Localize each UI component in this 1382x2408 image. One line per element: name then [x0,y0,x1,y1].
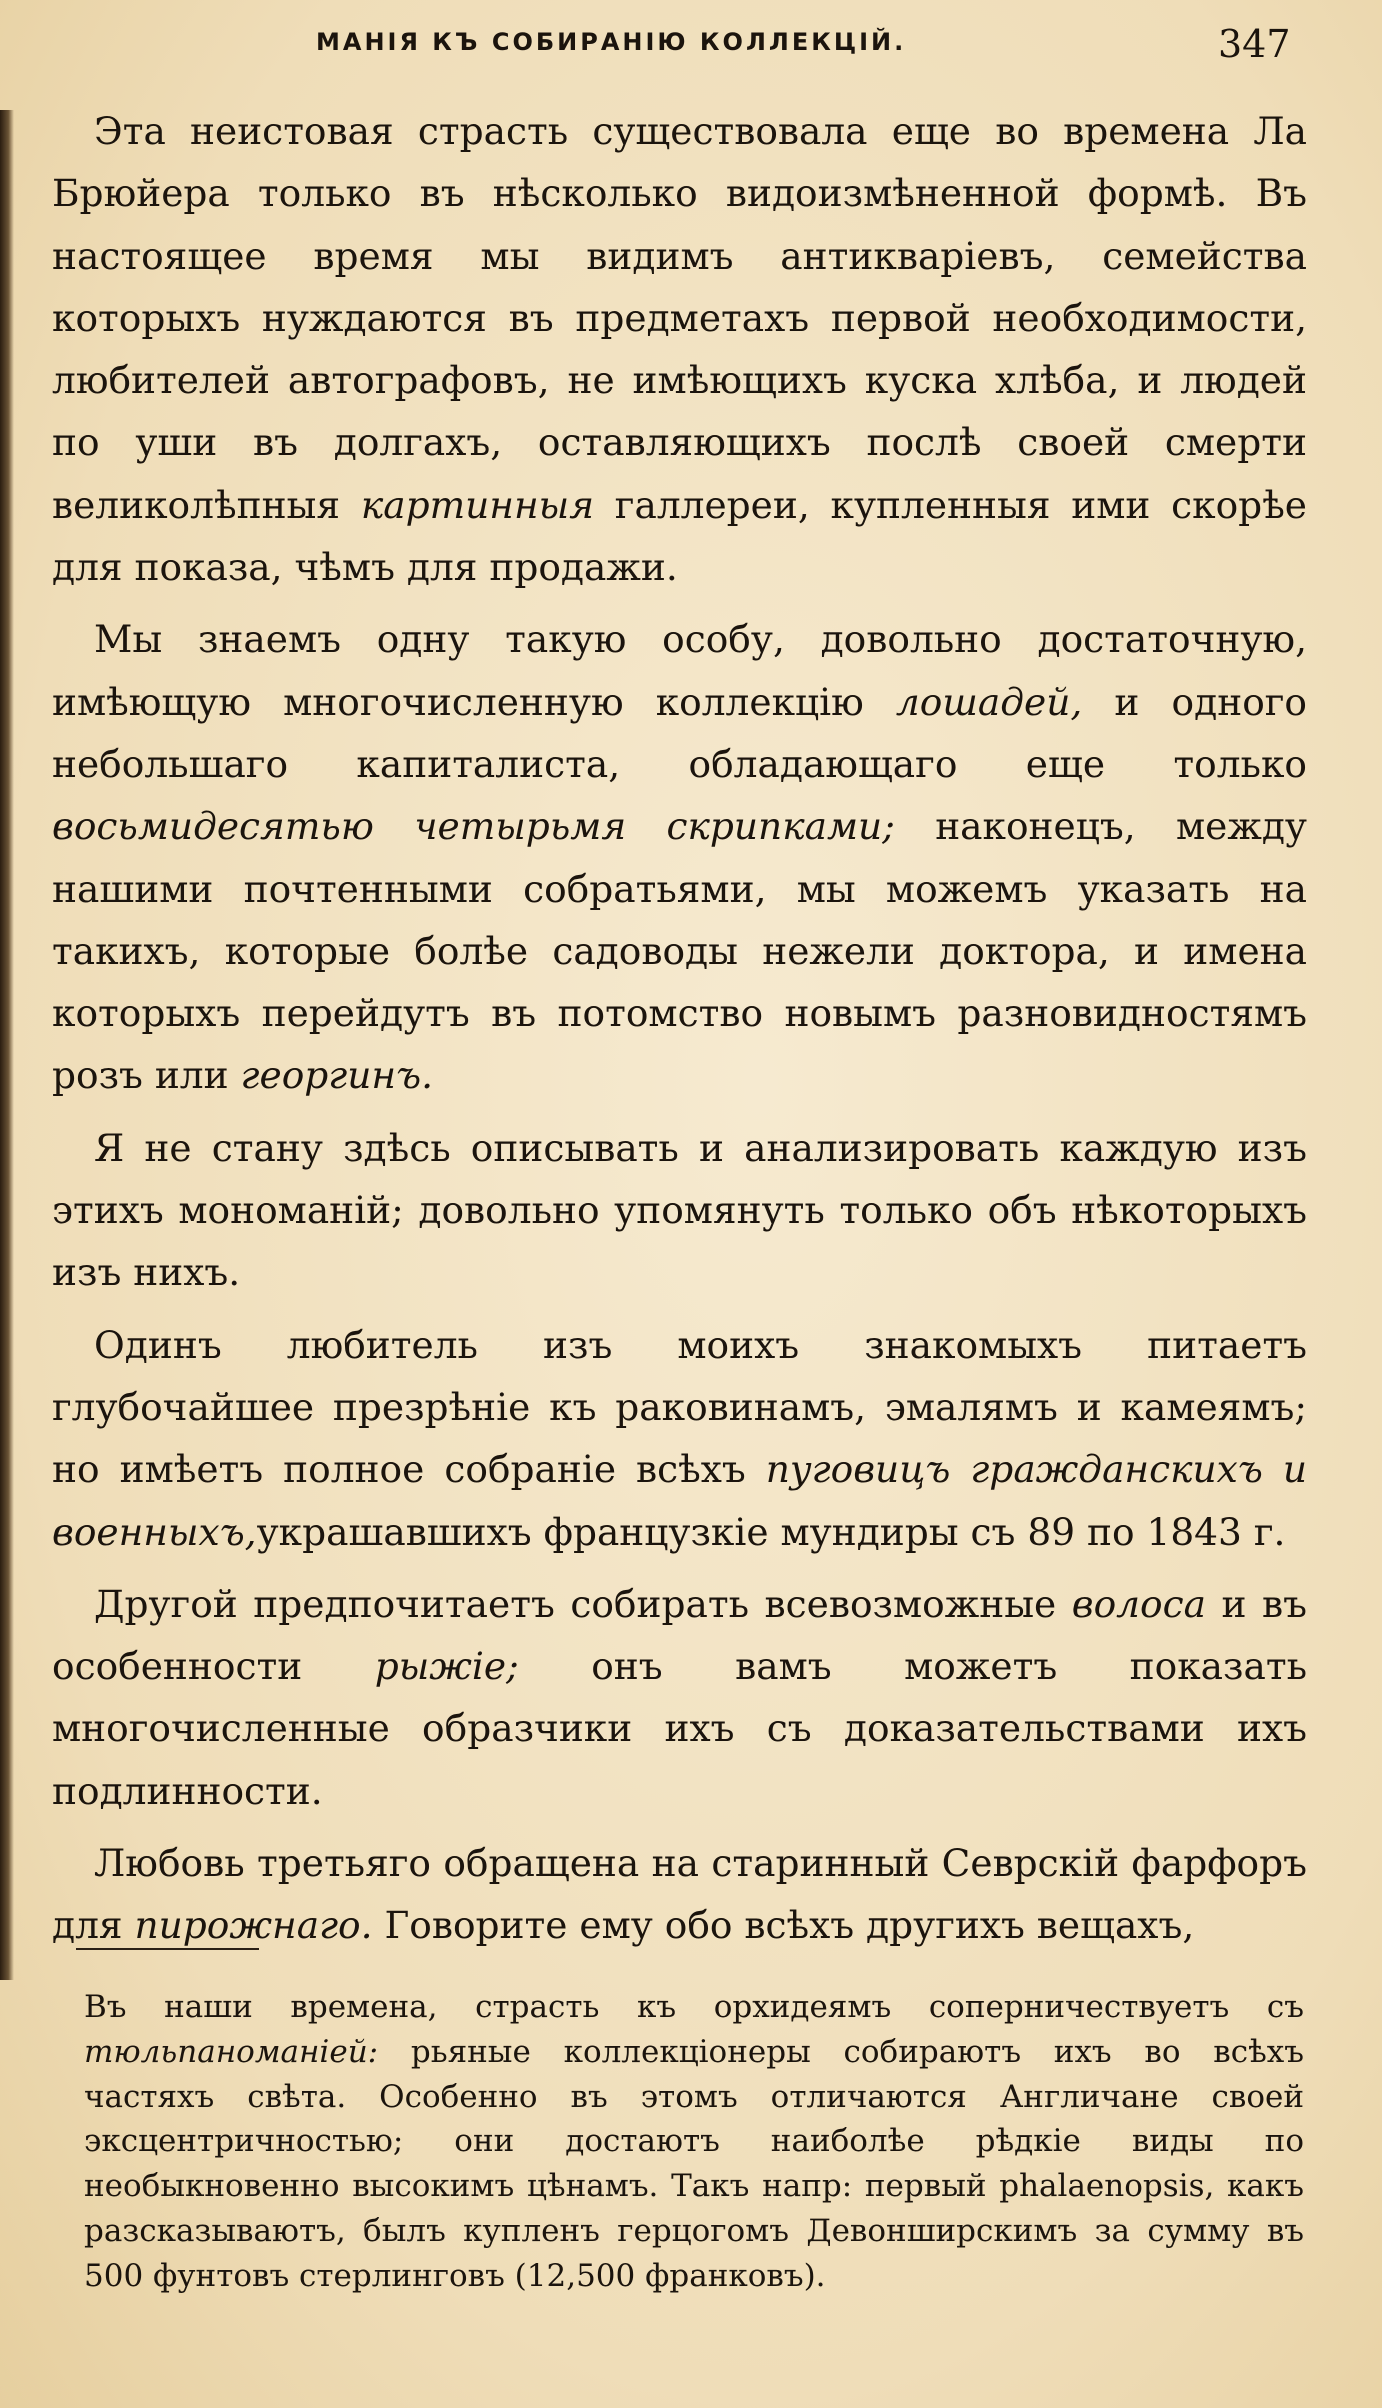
footnote-paragraph [84,1985,1304,2299]
text-run: онъ вамъ можетъ показать многочисленные образчики ихъ съ доказательствами ихъ подлинности. [52,1644,1308,1813]
text-run: наконецъ, между нашими почтенными собратьями, мы можемъ указать на такихъ, которые болѣе садоводы нежели доктора, и имена которыхъ перейдутъ въ потомство новымъ разновидностямъ розъ или [52,804,1307,1098]
italic-run: тюльпаноманіей: [84,2033,379,2070]
italic-run: лошадей, [895,679,1083,724]
paragraph [52,1832,1307,1957]
text-run: рьяные коллекціонеры собираютъ ихъ во всѣхъ частяхъ свѣта. Особенно въ этомъ отличаются Англичане своей эксцентричностью; они достаютъ наиболѣе рѣдкіе виды по необыкновенно высокимъ цѣнамъ. Такъ напр: первый phalaenopsis, какъ разсказываютъ, былъ купленъ герцогомъ Девонширскимъ за сумму въ 500 фунтовъ стерлинговъ (12,500 франковъ). [84,2033,1304,2294]
text-run: галлереи, купленныя ими скорѣе для показа, чѣмъ для продажи. [52,482,1307,590]
paragraph [52,1314,1307,1563]
italic-run: пуговицъ гражданскихъ и военныхъ, [52,1447,1307,1554]
text-run: Я не стану здѣсь описывать и анализировать каждую изъ этихъ мономаній; довольно упомянуть только объ нѣкоторыхъ изъ нихъ. [52,1125,1307,1295]
text-run: и одного небольшаго капиталиста, обладающаго еще только [52,679,1307,786]
text-run: Мы знаемъ одну такую особу, довольно достаточную, имѣющую многочисленную коллекцію [52,617,1307,724]
paragraph [52,1573,1307,1822]
text-run: Одинъ любитель изъ моихъ знакомыхъ питаетъ глубочайшее презрѣніе къ раковинамъ, эмалямъ и камеямъ; но имѣетъ полное собраніе всѣхъ [52,1322,1307,1492]
footnote-divider [76,1948,259,1950]
text-run: украшавшихъ французкіе мундиры съ 89 по 1843 г. [256,1509,1286,1554]
italic-run: рыжіе; [374,1644,519,1689]
italic-run: пирожнаго. [134,1903,373,1948]
running-title: МАНІЯ КЪ СОБИРАНІЮ КОЛЛЕКЦІЙ. [316,28,907,56]
text-run: и въ особенности [52,1581,1307,1689]
page-number: 347 [1218,22,1291,66]
italic-run: георгинъ. [240,1053,433,1098]
italic-run: картинныя [360,482,595,527]
italic-run: волоса [1071,1581,1206,1626]
binding-gutter [0,110,14,1980]
text-run: Говорите ему обо всѣхъ другихъ вещахъ, [372,1903,1195,1948]
italic-run: восьмидесятью четырьмя скрипками; [52,804,895,849]
page-header [0,22,1382,66]
main-text [52,100,1307,1957]
paragraph [52,608,1307,1106]
footnote [84,1985,1304,2299]
text-run: Другой предпочитаетъ собирать всевозможные [94,1581,1072,1626]
text-run: Эта неистовая страсть существовала еще во времена Ла Брюйера только въ нѣсколько видоизмѣненной формѣ. Въ настоящее время мы видимъ антикваріевъ, семейства которыхъ нуждаются въ предметахъ первой необходимости, любителей автографовъ, не имѣющихъ куска хлѣба, и людей по уши въ долгахъ, оставляющихъ послѣ своей смерти великолѣпныя [52,109,1307,527]
paragraph [52,1117,1307,1304]
text-run: Любовь третьяго обращена на старинный Севрскій фарфоръ для [52,1841,1307,1948]
text-run: Въ наши времена, страсть къ орхидеямъ соперничествуетъ съ [84,1989,1304,2025]
paragraph [52,100,1307,598]
